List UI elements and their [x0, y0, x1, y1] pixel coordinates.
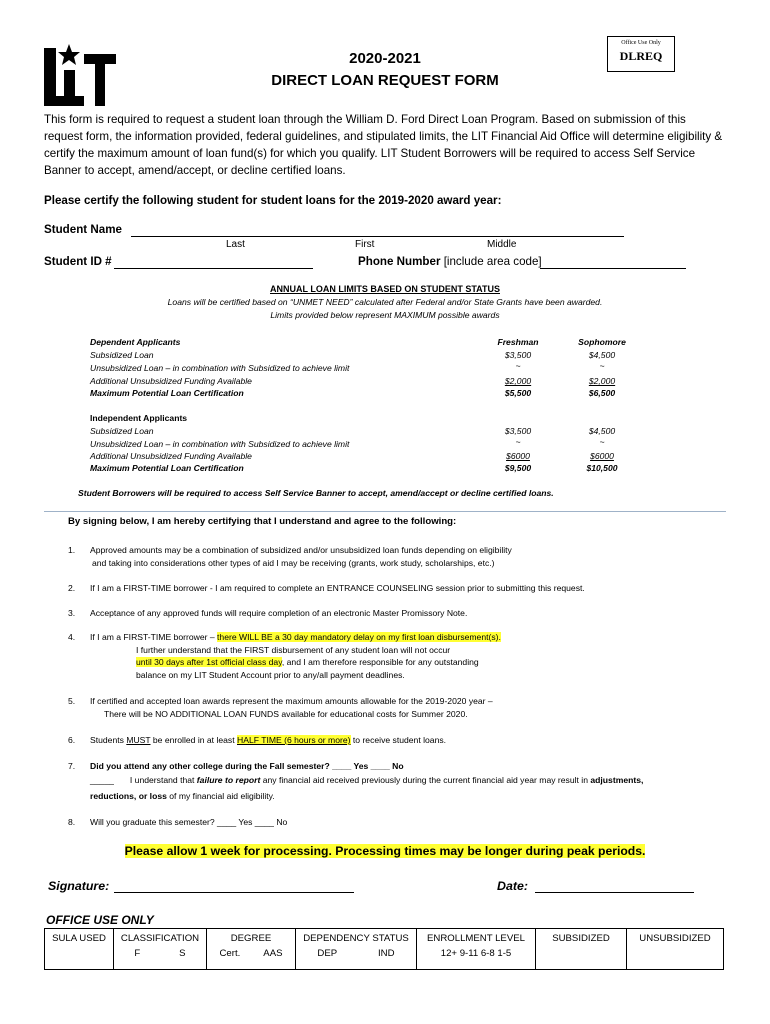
agreement-item-5	[68, 695, 718, 720]
agreement-item-1	[68, 544, 718, 569]
agreement-item-8	[68, 816, 718, 829]
phone-label-hint: [include area code]	[443, 255, 542, 268]
section-divider	[44, 511, 726, 512]
ind-s-value-text: $6000	[590, 451, 614, 461]
office-cell-unsubsidized[interactable]	[627, 929, 724, 970]
office-cell-enrollment[interactable]	[417, 929, 536, 970]
item-text: any financial aid received previously during the current financial aid year may result in	[260, 775, 591, 785]
item-number: 5.	[68, 696, 76, 706]
processing-notice-text: Please allow 1 week for processing. Processing times may be longer during peak periods.	[124, 844, 646, 858]
signature-field[interactable]	[114, 880, 354, 893]
adjustments-text: adjustments,	[590, 775, 644, 785]
office-use-only-title: OFFICE USE ONLY	[46, 913, 154, 927]
date-label: Date:	[497, 879, 528, 893]
office-col-header: DEGREE	[230, 933, 272, 944]
limits-heading: ANNUAL LOAN LIMITS BASED ON STUDENT STATUS	[270, 284, 500, 294]
item-text: Approved amounts may be a combination of subsidized and/or unsubsidized loan funds depending on eligibility	[90, 545, 512, 555]
office-col-header: CLASSIFICATION	[120, 933, 200, 944]
office-col-header: SUBSIDIZED	[552, 933, 610, 944]
form-code: DLREQ	[619, 49, 663, 63]
item-number: 6.	[68, 735, 76, 745]
ind-f-value: $9,500	[504, 463, 532, 473]
office-option: DEP	[317, 948, 338, 959]
office-option: IND	[378, 948, 395, 959]
dependent-title: Dependent Applicants	[90, 337, 181, 347]
agreement-item-2	[68, 582, 718, 595]
office-option: 12+ 9-11 6-8 1-5	[440, 948, 512, 959]
highlighted-delay-text: there WILL BE a 30 day mandatory delay on my first loan disbursement(s).	[217, 632, 501, 642]
office-col-header: DEPENDENCY STATUS	[303, 933, 409, 944]
must-text: MUST	[126, 735, 151, 745]
dep-f-value: $5,500	[504, 388, 532, 398]
dep-s-value: $6,500	[588, 388, 616, 398]
ind-s-value	[567, 451, 637, 461]
office-option: Cert.	[219, 948, 241, 959]
item-number: 2.	[68, 583, 76, 593]
item-text: be enrolled in at least	[150, 735, 237, 745]
form-year: 2020-2021	[349, 50, 421, 67]
dep-f-value-text: $2,000	[504, 376, 532, 386]
phone-field[interactable]	[540, 257, 686, 269]
office-option: AAS	[263, 948, 283, 959]
intro-paragraph: This form is required to request a student loan through the William D. Ford Direct Loan Program. Based on submission of this request form, the information provided, federal guidelines, and stipulated limits, the LIT Financial Aid Office will determine eligibility & certify the maximum amount of loan fund(s) for which you qualify. LIT Student Borrowers will be required to access Self Service Banner to accept, amend/accept, or decline certified loans.	[44, 113, 723, 177]
office-col-header: UNSUBSIDIZED	[639, 933, 711, 944]
limits-note-2: Limits provided below represent MAXIMUM possible awards	[270, 310, 500, 320]
fall-semester-question[interactable]: Did you attend any other college during the Fall semester? ____ Yes ____ No	[90, 761, 404, 771]
dep-s-value-text: $2,000	[588, 376, 616, 386]
signing-heading: By signing below, I am hereby certifying that I understand and agree to the following:	[68, 516, 457, 527]
ind-f-value: $3,500	[504, 426, 532, 436]
dep-row-label: Maximum Potential Loan Certification	[90, 388, 244, 398]
first-label: First	[355, 239, 375, 250]
reductions-text: reductions, or loss	[90, 791, 167, 801]
ind-row-label: Subsidized Loan	[90, 426, 154, 436]
item-text-cont: There will be NO ADDITIONAL LOAN FUNDS available for educational costs for Summer 2020.	[104, 708, 468, 719]
office-cell-sula[interactable]	[45, 929, 114, 970]
item-text: of my financial aid eligibility.	[166, 791, 275, 801]
dep-s-value: ~	[599, 361, 605, 371]
item-number: 1.	[68, 545, 76, 555]
phone-label	[358, 255, 542, 268]
office-col-header: ENROLLMENT LEVEL	[427, 933, 525, 944]
form-title: DIRECT LOAN REQUEST FORM	[271, 72, 499, 89]
ind-s-value: $4,500	[588, 426, 616, 436]
dep-s-value	[567, 376, 637, 386]
ind-row-label: Unsubsidized Loan – in combination with Subsidized to achieve limit	[90, 439, 350, 449]
office-col-header: SULA USED	[52, 933, 106, 944]
independent-title: Independent Applicants	[90, 413, 188, 423]
item-text: If I am a FIRST-TIME borrower –	[90, 632, 218, 642]
item-text: to receive student loans.	[350, 735, 447, 745]
middle-label: Middle	[487, 239, 517, 250]
item-number: 8.	[68, 817, 76, 827]
item-text-cont: and taking into considerations other types of aid I may be receiving (grants, work study, scholarships, etc.)	[92, 557, 495, 568]
ind-f-value: ~	[515, 437, 521, 447]
agreement-item-4	[68, 631, 718, 681]
item-text: If certified and accepted loan awards represent the maximum amounts allowable for the 2019-2020 year –	[90, 696, 493, 706]
agreement-item-3	[68, 607, 718, 620]
limits-note-1: Loans will be certified based on “UNMET NEED” calculated after Federal and/or State Grants have been awarded.	[167, 297, 603, 307]
office-cell-dependency[interactable]	[296, 929, 417, 970]
blank-line[interactable]: _____	[90, 775, 114, 785]
phone-label-bold: Phone Number	[358, 255, 441, 268]
highlighted-class-day-text: until 30 days after 1st official class day	[136, 657, 282, 667]
processing-notice	[0, 844, 770, 858]
last-label: Last	[226, 239, 245, 250]
item-text-cont: balance on my LIT Student Account prior to any/all payment deadlines.	[136, 669, 405, 680]
dep-row-label: Unsubsidized Loan – in combination with Subsidized to achieve limit	[90, 363, 350, 373]
office-option: S	[179, 948, 186, 959]
col-freshman: Freshman	[497, 337, 539, 347]
ind-s-value: $10,500	[586, 463, 618, 473]
item-text-cont: , and I am therefore responsible for any outstanding	[281, 657, 479, 667]
item-text: Students	[90, 735, 127, 745]
office-cell-subsidized[interactable]	[536, 929, 627, 970]
ind-s-value: ~	[599, 437, 605, 447]
col-sophomore: Sophomore	[578, 337, 626, 347]
item-number: 3.	[68, 608, 76, 618]
ind-f-value	[483, 451, 553, 461]
signature-label: Signature:	[48, 879, 110, 893]
student-name-field[interactable]	[131, 225, 624, 237]
office-option: F	[134, 948, 141, 959]
date-field[interactable]	[535, 880, 694, 893]
office-cell-classification[interactable]	[114, 929, 207, 970]
item-text: Acceptance of any approved funds will require completion of an electronic Master Promissory Note.	[90, 608, 468, 618]
office-use-table	[44, 928, 724, 970]
student-id-label: Student ID #	[44, 255, 112, 268]
student-name-label: Student Name	[44, 223, 122, 236]
highlighted-half-time-text: HALF TIME (6 hours or more)	[237, 735, 351, 745]
dep-f-value: ~	[515, 361, 521, 371]
student-id-field[interactable]	[114, 257, 313, 269]
ind-f-value-text: $6000	[506, 451, 530, 461]
office-cell-degree[interactable]	[207, 929, 296, 970]
ind-row-label: Additional Unsubsidized Funding Available	[90, 451, 252, 461]
ind-row-label: Maximum Potential Loan Certification	[90, 463, 244, 473]
dep-f-value: $3,500	[504, 350, 532, 360]
graduate-question[interactable]: Will you graduate this semester? ____ Yes ____ No	[90, 817, 288, 827]
self-service-banner-note: Student Borrowers will be required to access Self Service Banner to accept, amend/accept or decline certified loans.	[78, 488, 554, 498]
dep-s-value: $4,500	[588, 350, 616, 360]
failure-to-report-text: failure to report	[196, 775, 261, 785]
certify-heading: Please certify the following student for student loans for the 2019-2020 award year:	[44, 194, 502, 207]
office-use-label: Office Use Only	[621, 40, 661, 46]
dep-row-label: Additional Unsubsidized Funding Available	[90, 376, 252, 386]
item-text-cont: I further understand that the FIRST disbursement of any student loan will not occur	[136, 644, 451, 655]
item-number: 4.	[68, 632, 76, 642]
item-text: I understand that	[129, 775, 197, 785]
agreement-item-6	[68, 734, 718, 747]
item-number: 7.	[68, 761, 76, 771]
item-text: If I am a FIRST-TIME borrower - I am required to complete an ENTRANCE COUNSELING session prior to submitting this request.	[90, 583, 585, 593]
agreement-item-7	[68, 759, 718, 803]
dep-row-label: Subsidized Loan	[90, 350, 154, 360]
dep-f-value	[483, 376, 553, 386]
